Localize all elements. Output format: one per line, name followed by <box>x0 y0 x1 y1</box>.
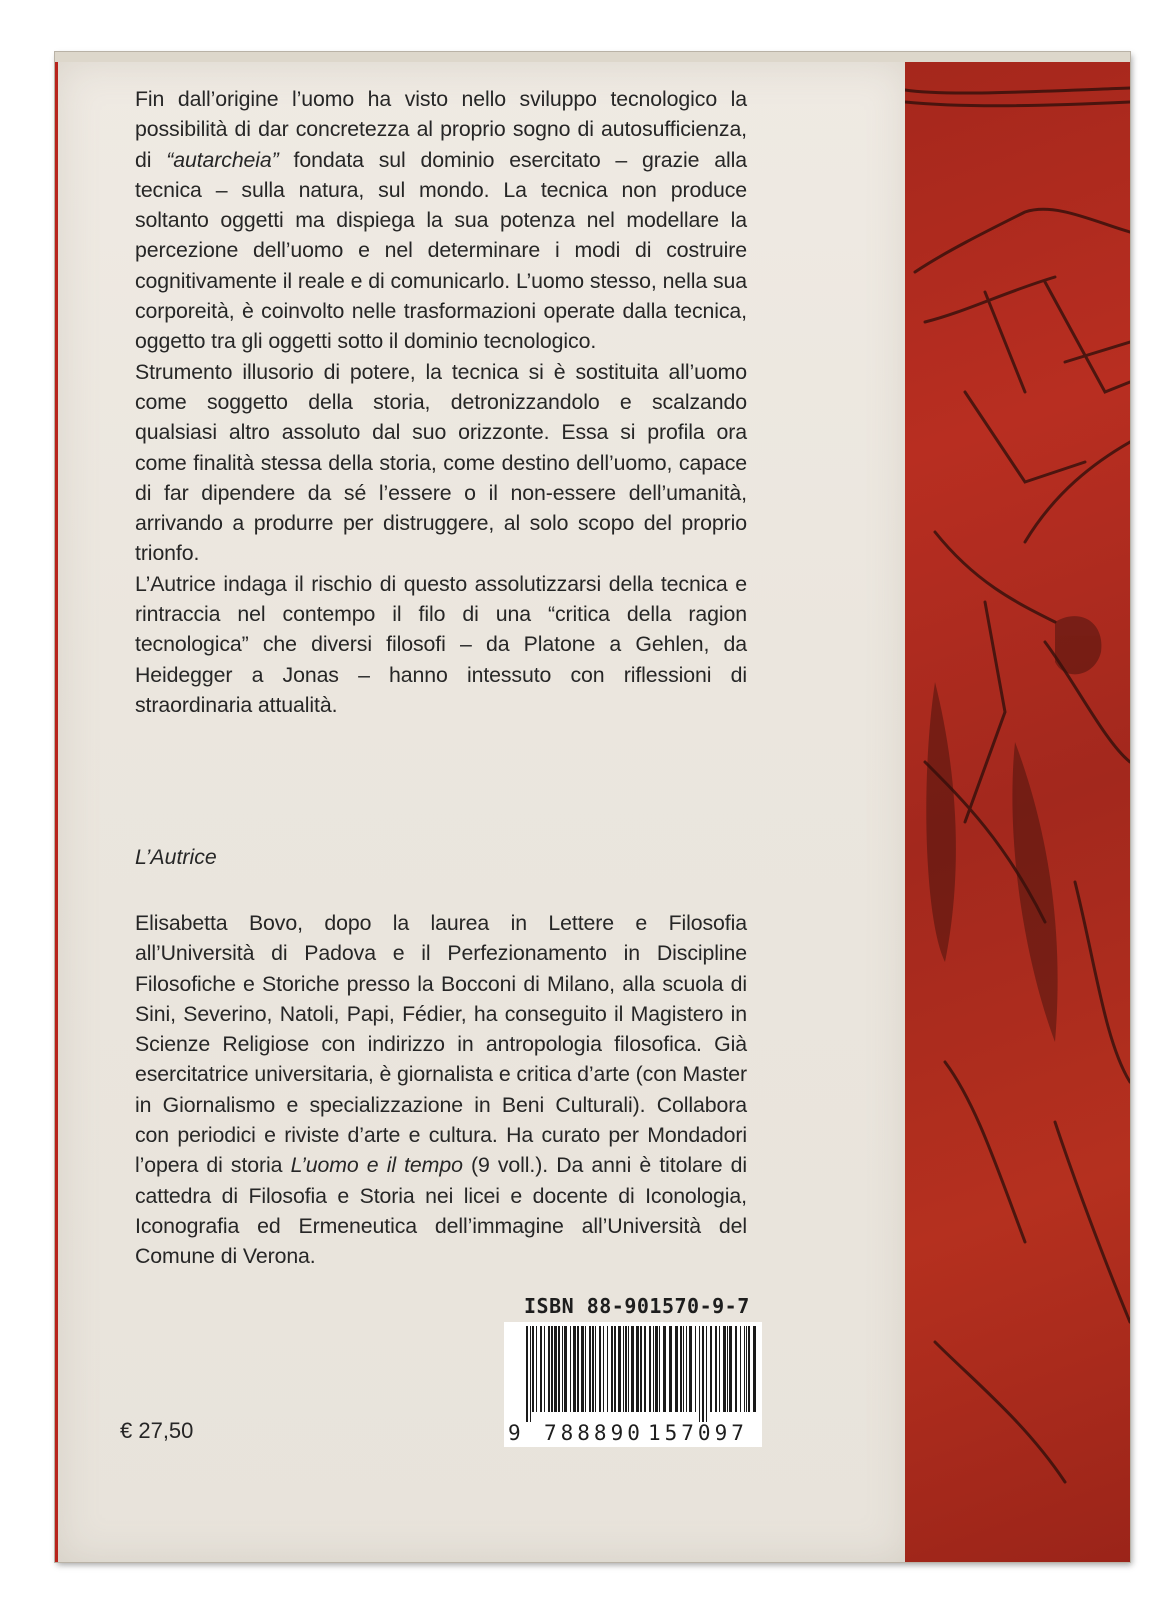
barcode-bar <box>623 1326 624 1412</box>
sketch-illustration <box>905 62 1130 1562</box>
barcode-bar <box>532 1326 534 1412</box>
barcode-bar <box>631 1326 634 1412</box>
author-bio-end: (9 voll.). Da anni è titolare di cattedra di Filosofia e Storia nei licei e docente di Iconologia, Iconografia ed Ermeneutica dell’immagine all’Università del Comune di Verona. <box>135 1153 747 1269</box>
barcode-bar <box>592 1326 594 1412</box>
barcode-bar <box>585 1326 586 1412</box>
barcode-bar <box>599 1326 601 1412</box>
barcode-bar <box>746 1326 747 1412</box>
blurb-paragraph-2: Strumento illusorio di potere, la tecnica si è sostituita all’uomo come soggetto della storia, detronizzandolo e scalzando qualsiasi altro assoluto dal suo orizzonte. Essa si profila ora come finalità stessa della storia, come destino dell’uomo, capace di far dipendere da sé l’essere o il non-essere dell’umanità, arrivando a produrre per distruggere, al solo scopo del proprio trionfo. <box>135 359 747 566</box>
barcode-bar <box>735 1326 737 1412</box>
barcode-bar <box>548 1326 550 1412</box>
blurb-text <box>135 84 747 720</box>
barcode-bar <box>536 1326 537 1412</box>
blurb-paragraph-1-start: Fin dall’origine l’uomo ha visto nello sviluppo tecnologico la possibilità di dar concretezza al proprio sogno di autosufficienza, di <box>135 87 747 172</box>
barcode-bar <box>611 1326 613 1412</box>
barcode-bar <box>723 1326 726 1412</box>
barcode-bar <box>715 1326 717 1412</box>
barcode-bar <box>744 1326 745 1412</box>
barcode-group-1: 788890 <box>544 1421 644 1445</box>
author-bio <box>135 908 747 1272</box>
barcode-bar <box>603 1326 604 1412</box>
barcode <box>504 1322 762 1447</box>
barcode-bar <box>675 1326 678 1412</box>
barcode-bar <box>562 1326 563 1412</box>
barcode-bar <box>589 1326 591 1412</box>
barcode-bar <box>706 1326 707 1422</box>
barcode-bar <box>614 1326 616 1412</box>
barcode-bars <box>504 1322 762 1422</box>
barcode-first-digit: 9 <box>508 1421 521 1445</box>
barcode-bar <box>577 1326 579 1412</box>
barcode-bar <box>689 1326 692 1412</box>
barcode-bar <box>748 1326 750 1412</box>
barcode-bar <box>669 1326 672 1412</box>
barcode-bar <box>699 1326 700 1422</box>
cover-artwork-strip <box>905 62 1130 1562</box>
barcode-bar <box>695 1326 696 1412</box>
barcode-bar <box>554 1326 557 1412</box>
barcode-bar <box>702 1326 704 1422</box>
barcode-bar <box>659 1326 660 1412</box>
barcode-bar <box>551 1326 553 1412</box>
barcode-bar <box>640 1326 642 1412</box>
barcode-bar <box>530 1326 531 1422</box>
barcode-bar <box>636 1326 639 1412</box>
barcode-bar <box>573 1326 576 1412</box>
barcode-bar <box>680 1326 682 1412</box>
barcode-bar <box>544 1326 545 1412</box>
barcode-bar <box>753 1326 756 1412</box>
barcode-bar <box>618 1326 621 1412</box>
barcode-bar <box>558 1326 560 1412</box>
barcode-bar <box>628 1326 629 1412</box>
blurb-paragraph-1 <box>135 84 747 357</box>
isbn-label: ISBN 88-901570-9-7 <box>524 1294 750 1318</box>
barcode-bar <box>625 1326 627 1412</box>
price-label: € 27,50 <box>120 1418 194 1443</box>
autarcheia-term: “autarcheia” <box>166 147 279 172</box>
barcode-bar <box>540 1326 542 1412</box>
barcode-bar <box>655 1326 658 1412</box>
barcode-bar <box>570 1326 571 1412</box>
barcode-bar <box>686 1326 687 1412</box>
barcode-bar <box>595 1326 596 1412</box>
barcode-bar <box>644 1326 646 1412</box>
barcode-bar <box>607 1326 608 1412</box>
barcode-bar <box>526 1326 528 1422</box>
barcode-bar <box>564 1326 567 1412</box>
barcode-bar <box>653 1326 654 1412</box>
barcode-bar <box>710 1326 712 1412</box>
blurb-paragraph-3: L’Autrice indaga il rischio di questo assolutizzarsi della tecnica e rintraccia nel contempo il filo di una “critica della ragion tecnologica” che diversi filosofi – da Platone a Gehlen, da Heidegger a Jonas – hanno intessuto con riflessioni di straordinaria attualità. <box>135 571 747 717</box>
author-bio-start: Elisabetta Bovo, dopo la laurea in Lettere e Filosofia all’Università di Padova e il Perfezionamento in Discipline Filosofiche e Storiche presso la Bocconi di Milano, alla scuola di Sini, Severino, Natoli, Papi, Fédier, ha conseguito il Magistero in Scienze Religiose con indirizzo in antropologia filosofica. Già esercitatrice universitaria, è giornalista e critica d’arte (con Master in Giornalismo e specializzazione in Beni Culturali). Collabora con periodici e riviste d’arte e cultura. Ha curato per Mondadori l’opera di storia <box>135 911 747 1178</box>
barcode-bar <box>719 1326 720 1412</box>
barcode-bar <box>729 1326 732 1412</box>
barcode-group-2: 157097 <box>648 1421 748 1445</box>
barcode-bar <box>683 1326 684 1412</box>
barcode-bar <box>663 1326 666 1412</box>
barcode-bar <box>649 1326 651 1412</box>
barcode-bar <box>727 1326 728 1412</box>
barcode-bar <box>740 1326 741 1412</box>
book-title-mention: L’uomo e il tempo <box>290 1153 463 1178</box>
blurb-paragraph-1-end: fondata sul dominio esercitato – grazie alla tecnica – sulla natura, sul mondo. La tecnica non produce soltanto oggetti ma dispiega la sua potenza nel modellare la percezione dell’uomo e nel determinare i modi di costruire cognitivamente il reale e di comunicarlo. L’uomo stesso, nella sua corporeità, è coinvolto nelle trasformazioni operate dalla tecnica, oggetto tra gli oggetti sotto il dominio tecnologico. <box>135 147 747 354</box>
barcode-bar <box>581 1326 584 1412</box>
author-section-title: L’Autrice <box>135 845 217 869</box>
